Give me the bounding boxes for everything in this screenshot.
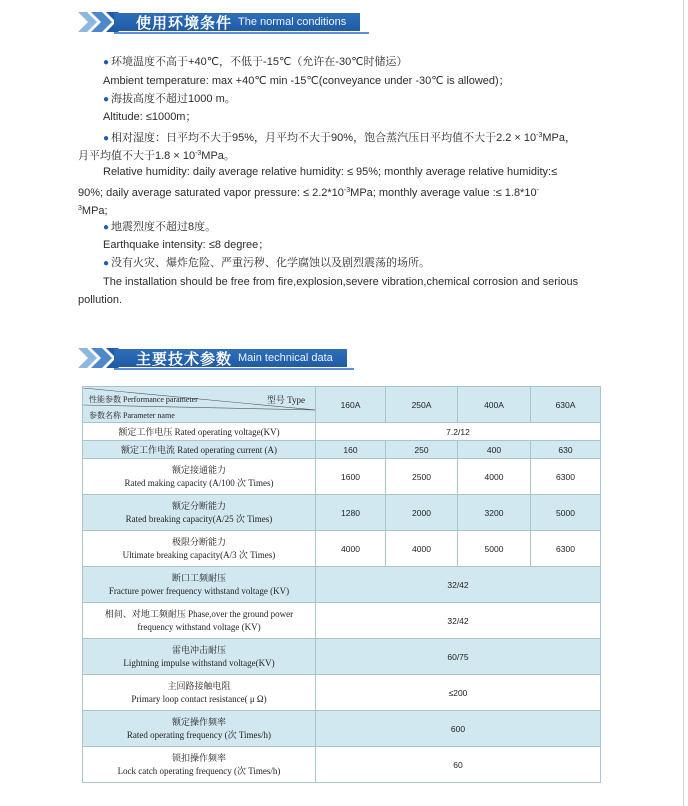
row-value: 1600 (316, 459, 386, 495)
row-label: 主回路接触电阻 Primary loop contact resistance( μ Ω) (83, 675, 316, 711)
header-parameter-label: 参数名称 Parameter name (89, 410, 175, 420)
row-value: 5000 (458, 531, 531, 567)
table-row (83, 747, 601, 783)
row-value: 3200 (458, 495, 531, 531)
section-title-en: Main technical data (238, 352, 333, 364)
table-row (83, 603, 601, 639)
section-underline (114, 368, 354, 370)
header-model-cell: 400A (458, 387, 531, 423)
section-header-conditions (78, 12, 418, 32)
bullet-icon: ● (103, 57, 110, 68)
table-row (83, 459, 601, 495)
row-label: 锁扣操作频率 Lock catch operating frequency (次 Times/h) (83, 747, 316, 783)
row-label: 额定分断能力 Rated breaking capacity(A/25 次 Times) (83, 495, 316, 531)
env-humidity-en-1: Relative humidity: daily average relative humidity: ≤ 95%; monthly average relative humidity:≤ (103, 166, 558, 178)
env-installation-en-2: pollution. (78, 294, 123, 306)
technical-data-table (82, 386, 601, 783)
row-label: 雷电冲击耐压 Lightning impulse withstand voltage(KV) (83, 639, 316, 675)
env-earthquake-en: Earthquake intensity: ≤8 degree； (103, 239, 270, 251)
table-row (83, 441, 601, 459)
table-row (83, 531, 601, 567)
row-value: 1280 (316, 495, 386, 531)
row-value: 4000 (386, 531, 458, 567)
row-label: 额定工作电流 Rated operating current (A) (83, 441, 316, 459)
row-value: 400 (458, 441, 531, 459)
row-merged-value: 32/42 (316, 567, 601, 603)
env-humidity-zh-2: 月平均值不大于$1.8 \times 10^{-3}MPa$。 (78, 150, 235, 162)
env-temperature-en: Ambient temperature: max +40℃ min -15℃(conveyance under -30℃ is allowed)； (103, 75, 510, 87)
row-value: 2500 (386, 459, 458, 495)
table-row (83, 675, 601, 711)
row-label: 相间、对地工频耐压 Phase,over the ground power frequency withstand voltage (KV) (83, 603, 316, 639)
header-type-label: 型号 Type (266, 394, 305, 405)
page-right-rule (683, 0, 684, 806)
row-label: 断口工频耐压 Fracture power frequency withstand voltage (KV) (83, 567, 316, 603)
env-humidity-en-2: 90%; daily average saturated vapor pressure: ≤ $2.2*10^{-3}MPa$; monthly average value :≤ 1.8*10- (78, 187, 539, 199)
section-header-technical-data (78, 348, 418, 368)
section-title-zh: 使用环境条件 (136, 14, 233, 32)
section-title-bar (114, 349, 347, 367)
env-temperature-zh: ● 环境温度不高于+40℃，不低于-15℃（允许在-30℃时储运） (103, 56, 408, 68)
env-installation-zh: ● 没有火灾、爆炸危险、严重污秽、化学腐蚀以及剧烈震荡的场所。 (103, 257, 431, 269)
table-row (83, 711, 601, 747)
env-humidity-zh-1: ● 相对湿度：日平均不大于95%，月平均不大于90%，饱合蒸汽压日平均值不大于$2.2 \times 10^{-3}MPa$， (103, 132, 576, 144)
row-value: 160 (316, 441, 386, 459)
table-row (83, 495, 601, 531)
row-label: 额定接通能力 Rated making capacity (A/100 次 Times) (83, 459, 316, 495)
table-row (83, 639, 601, 675)
row-value: 4000 (458, 459, 531, 495)
row-value: 6300 (531, 531, 601, 567)
row-value: 2000 (386, 495, 458, 531)
section-underline (114, 32, 369, 34)
row-value: 250 (386, 441, 458, 459)
section-title-en: The normal conditions (238, 16, 347, 28)
bullet-icon: ● (103, 94, 110, 105)
table-header-row (83, 387, 601, 423)
row-value: 630 (531, 441, 601, 459)
table-row (83, 423, 601, 441)
env-humidity-en-3: $^3$MPa; (78, 205, 108, 217)
section-title-bar (114, 13, 360, 31)
env-earthquake-zh: ● 地震烈度不超过8度。 (103, 221, 217, 233)
section-title-zh: 主要技术参数 (136, 350, 233, 368)
row-value: 5000 (531, 495, 601, 531)
env-altitude-en: Altitude: ≤1000m； (103, 111, 197, 123)
header-model-cell: 630A (531, 387, 601, 423)
row-value: 6300 (531, 459, 601, 495)
env-altitude-zh: ● 海拔高度不超过1000 m。 (103, 93, 236, 105)
row-label: 额定工作电压 Rated operating voltage(KV) (83, 423, 316, 441)
row-merged-value: ≤200 (316, 675, 601, 711)
header-model-cell: 160A (316, 387, 386, 423)
row-label: 极限分断能力 Ultimate breaking capacity(A/3 次 Times) (83, 531, 316, 567)
table-header-diagonal-cell (83, 387, 316, 423)
row-merged-value: 60 (316, 747, 601, 783)
header-performance-label: 性能参数 Performance parameter (89, 394, 198, 404)
row-value: 4000 (316, 531, 386, 567)
row-merged-value: 7.2/12 (316, 423, 601, 441)
row-label: 额定操作频率 Rated operating frequency (次 Times/h) (83, 711, 316, 747)
header-model-cell: 250A (386, 387, 458, 423)
bullet-icon: ● (103, 222, 110, 233)
row-merged-value: 600 (316, 711, 601, 747)
bullet-icon: ● (103, 258, 110, 269)
row-merged-value: 32/42 (316, 603, 601, 639)
table-row (83, 567, 601, 603)
row-merged-value: 60/75 (316, 639, 601, 675)
bullet-icon: ● (103, 133, 110, 144)
env-installation-en-1: The installation should be free from fire,explosion,severe vibration,chemical corrosion and serious (103, 276, 579, 288)
